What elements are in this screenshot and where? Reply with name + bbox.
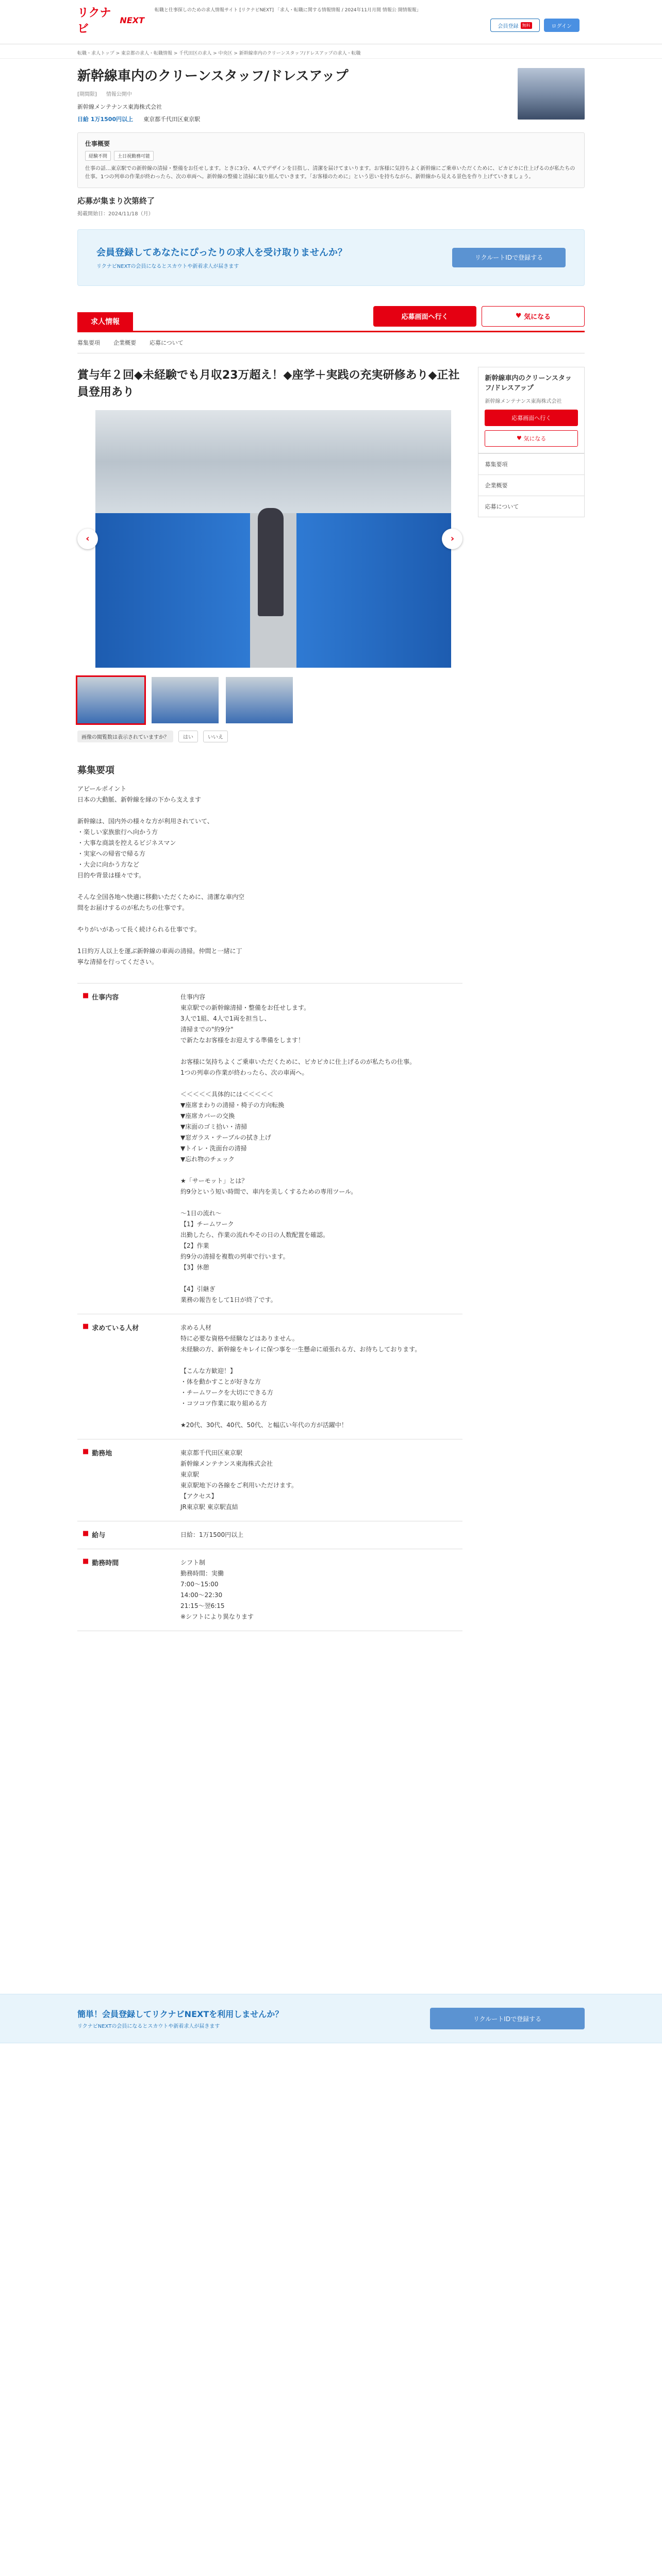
bullet-icon: ■ (82, 1557, 89, 1565)
logo-sub: NEXT (120, 15, 144, 25)
banner-desc: リクナビNEXTの会員になるとスカウトや新着求人が届きます (96, 264, 239, 270)
row-label: 求めている人材 (92, 1324, 139, 1332)
logo-main: リクナビ (77, 7, 111, 36)
sidebar-item-recruit[interactable]: 募集要項 (478, 453, 584, 474)
keep-label: 気になる (524, 313, 551, 321)
banner-register-button[interactable]: リクルートIDで登録する (452, 248, 566, 267)
bullet-icon: ■ (82, 1529, 89, 1537)
tab-job-info[interactable]: 求人情報 (77, 312, 133, 331)
sidebar-item-apply[interactable]: 応募について (478, 496, 584, 517)
sidebar-title: 新幹線車内のクリーンスタッフ/ドレスアップ (485, 374, 572, 393)
float-banner-desc: リクナビNEXTの会員になるとスカウトや新着求人が届きます (77, 2024, 220, 2029)
login-button[interactable]: ログイン (544, 19, 580, 32)
help-question: 画像の閲覧数は表示されていますか？ (77, 731, 173, 742)
table-row (77, 1439, 462, 1521)
job-title: 新幹線車内のクリーンスタッフ/ドレスアップ (77, 69, 349, 84)
bullet-icon: ■ (82, 1322, 89, 1330)
sidebar-keep-button[interactable] (485, 430, 578, 447)
row-value: 求める人材 特に必要な資格や経験などはありません。 未経験の方、新幹線をキレイに保つ事を一生懸命に頑張れる方、お待ちしております。 【こんな方歓迎！】 ・体を動かすことが好きな方 ・チームワークを大切にできる方 ・コツコツ作業に取り組める方 ★20代、30代、40代、50代、と幅広い年代の方が活躍中！ (180, 1324, 421, 1429)
job-summary (77, 132, 585, 188)
floating-register-banner (0, 1994, 662, 2043)
table-row (77, 1314, 462, 1439)
row-value: 日給：1万1500円以上 (180, 1531, 244, 1538)
bullet-icon: ■ (82, 1447, 89, 1455)
next-arrow-icon[interactable]: › (442, 529, 462, 549)
register-button[interactable] (490, 19, 540, 32)
row-label: 勤務地 (92, 1449, 112, 1458)
help-no-button[interactable]: いいえ (203, 731, 228, 742)
sidebar-apply-button[interactable]: 応募画面へ行く (485, 410, 578, 426)
recruit-title: 募集要項 (77, 765, 114, 776)
sidebar-card (478, 367, 585, 453)
sidebar-keep-label: 気になる (523, 435, 547, 442)
row-label: 勤務時間 (92, 1559, 119, 1567)
register-badge: 無料 (521, 22, 532, 29)
apply-button[interactable]: 応募画面へ行く (373, 306, 476, 327)
row-label: 仕事内容 (92, 993, 119, 1002)
meta-2: 情報公開中 (106, 91, 132, 97)
sidebar-nav (478, 453, 585, 517)
table-row (77, 984, 462, 1314)
heart-icon: ♥ (515, 312, 524, 320)
register-banner (77, 229, 585, 286)
sub-nav (77, 332, 585, 353)
row-label: 給与 (92, 1531, 106, 1539)
site-header (0, 0, 662, 44)
banner-title: 会員登録してあなたにぴったりの求人を受け取りませんか？ (96, 247, 347, 259)
float-register-button[interactable]: リクルートIDで登録する (430, 2008, 585, 2029)
sidebar-item-company[interactable]: 企業概要 (478, 474, 584, 496)
row-value: 東京都千代田区東京駅 新幹線メンテナンス東海株式会社 東京駅 東京駅地下の各線をご利用いただけます。 【アクセス】 JR東京駅 東京駅直結 (180, 1449, 298, 1511)
float-banner-title: 簡単！会員登録してリクナビNEXTを利用しませんか？ (77, 2009, 284, 2019)
company-name[interactable]: 新幹線メンテナンス東海株式会社 (77, 103, 162, 110)
subnav-apply[interactable]: 応募について (150, 339, 184, 346)
sidebar-company: 新幹線メンテナンス東海株式会社 (485, 398, 562, 404)
heart-icon: ♥ (517, 435, 524, 442)
photo-slider (77, 410, 462, 668)
register-label: 会員登録 (498, 23, 519, 29)
subnav-recruit[interactable]: 募集要項 (77, 339, 100, 346)
appeal-text: アピールポイント 日本の大動脈、新幹線を縁の下から支えます 新幹線は、国内外の様々な方が利用されていて、 ・楽しい家族旅行へ向かう方 ・大事な商談を控えるビジネスマン ・実家への帰省で帰る方 ・大会に向かう方など 目的や背景は様々です。 そんな全国各地へ快適に移動いただくために、清潔な車内空間をお届けするのが私たちの仕事です。 やりがいがあって長く続けられる仕事です。 1日約万人以上を運ぶ新幹線の車両の清掃。仲間と一緒に丁寧な清掃を行ってください。 (77, 785, 245, 965)
photo-thumb[interactable] (226, 677, 293, 723)
headline: 賞与年２回◆未経験でも月収23万超え！◆座学＋実践の充実研修あり◆正社員登用あり (77, 368, 460, 399)
job-thumbnail (518, 68, 585, 120)
logo[interactable] (77, 7, 144, 36)
table-row (77, 1521, 462, 1549)
details-table (77, 983, 462, 1631)
subnav-company[interactable]: 企業概要 (113, 339, 136, 346)
breadcrumb[interactable]: 転職・求人トップ > 東京都の求人・転職情報 > 千代田区の求人 > 中央区 > 新幹線車内のクリーンスタッフ/ドレスアップの求人・転職 (0, 44, 662, 59)
photo-thumb[interactable] (152, 677, 219, 723)
main-photo (95, 410, 451, 668)
prev-arrow-icon[interactable]: ‹ (77, 529, 98, 549)
tag: 経験不問 (85, 151, 111, 161)
row-value: 仕事内容 東京駅での新幹線清掃・整備をお任せします。 3人で1組、4人で1両を担当し、 清掃までの"約9分" で新たなお客様をお迎えする準備をします！ お客様に気持ちよくご乗車いただくために、ピカピカに仕上げるのが私たちの仕事。 1つの列車の作業が終わったら、次の車両へ。 ＜＜＜＜＜具体的には＜＜＜＜＜ ▼座席まわりの清掃・椅子の方向転換 ▼座席カバーの交換 ▼床面のゴミ拾い・清掃 ▼窓ガラス・テーブルの拭き上げ ▼トイレ・洗面台の清掃 ▼忘れ物のチェック ★「サーモット」とは？ 約9分という短い時間で、車内を美しくするための専用ツール。 ～1日の流れ～ 【1】チームワーク 出勤したら、作業の流れやその日の人数配置を確認。 【2】作業 約9分の清掃を複数の列車で行います。 【3】休憩 【4】引継ぎ 業務の報告をして1日が終了です。 (180, 993, 416, 1303)
meta-1: [期間限] (77, 91, 97, 97)
posted-date: 掲載開始日：2024/11/18（月） (77, 211, 154, 217)
header-notice: 転職と仕事探しのための求人情報サイト [リクナビNEXT] 「求人・転職に関する情報情報 / 2024年11月月間 情報公 開情報報」 (155, 8, 421, 13)
applicant-status: 応募が集まり次第終了 (77, 196, 155, 206)
photo-thumb[interactable] (77, 677, 144, 723)
help-yes-button[interactable]: はい (178, 731, 198, 742)
bullet-icon: ■ (82, 991, 89, 999)
keep-button[interactable] (482, 306, 585, 327)
summary-heading: 仕事概要 (85, 140, 110, 147)
table-row (77, 1549, 462, 1631)
tag: 土日祝勤務可能 (114, 151, 154, 161)
summary-text: 仕事の話…東京駅での新幹線の清掃・整備をお任せします。ときに3分、4人でデザインを目指し、清潔を届けてまいります。お客様に気持ちよく新幹線にご乗車いただくために、ビカビカに仕上げるのが私たちの仕事。1つの列車の作業が終わったら、次の車両へ。新幹線の整備と清掃に取り組んでいきます。「お客様のために」という思いを持ちながら、新幹線から見える景色を作り上げていきましょう。 (85, 165, 575, 180)
row-value: シフト制 勤務時間：実働 7:00～15:00 14:00～22:30 21:15～翌6:15 ※シフトにより異なります (180, 1558, 254, 1620)
salary: 日給 1万1500円以上 (77, 115, 134, 123)
location: 東京都千代田区東京駅 (143, 115, 201, 123)
